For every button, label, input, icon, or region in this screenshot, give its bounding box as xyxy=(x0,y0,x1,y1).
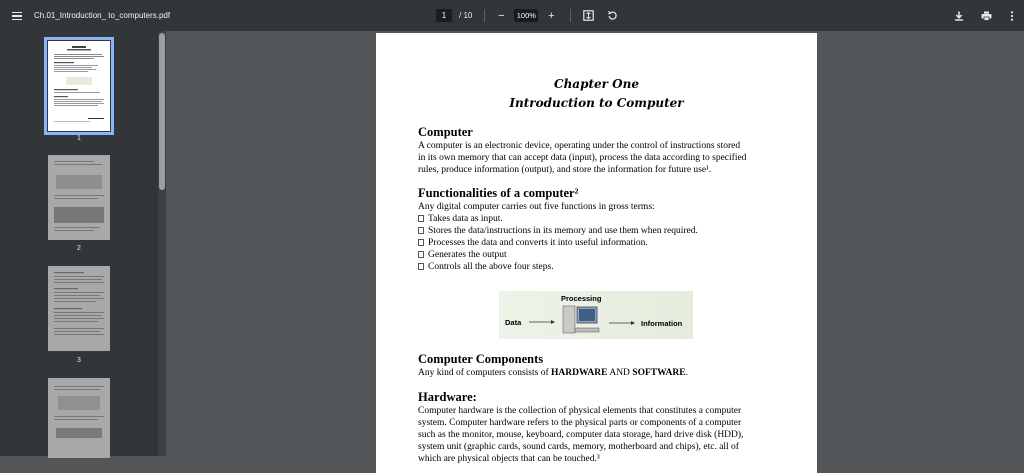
page-number-input[interactable]: 1 xyxy=(436,9,452,22)
text-line: Any digital computer carries out five functions in gross terms: xyxy=(418,202,655,212)
list-item: Takes data as input. xyxy=(418,213,780,225)
checkbox-glyph xyxy=(418,239,424,246)
thumbnail-label: 3 xyxy=(77,357,81,364)
chapter-label: Chapter One xyxy=(554,77,639,91)
text-line: A computer is an electronic device, operating under the control of instructions stored xyxy=(418,141,741,151)
zoom-in-button[interactable]: + xyxy=(548,9,555,22)
paragraph xyxy=(418,405,780,465)
list-item: Stores the data/instructions in its memory and use them when required. xyxy=(418,225,780,237)
text-line: Computer hardware is the collection of physical elements that constitutes a computer xyxy=(418,406,742,416)
section-heading: Hardware: xyxy=(418,390,477,404)
text-line: in its own memory that can accept data (input), process the data according to specified xyxy=(418,153,747,163)
checkbox-glyph xyxy=(418,251,424,258)
text-line: system. Computer hardware refers to the physical parts or components of a computer xyxy=(418,418,742,428)
text-run: AND xyxy=(607,368,633,378)
checkbox-glyph xyxy=(418,227,424,234)
hamburger-icon xyxy=(12,12,22,20)
section-heading: Functionalities of a computer² xyxy=(418,186,579,200)
text-run: Any kind of computers consists of xyxy=(418,368,551,378)
bullet-list xyxy=(418,201,780,273)
thumbnail-preview xyxy=(48,155,110,240)
zoom-out-button[interactable]: − xyxy=(498,9,505,22)
diagram-label-data: Data xyxy=(505,318,522,327)
diagram-label-information: Information xyxy=(641,319,683,328)
page-thumbnail-1[interactable] xyxy=(48,41,110,131)
more-vertical-icon xyxy=(1010,11,1014,21)
toolbar-divider xyxy=(570,9,571,22)
rotate-icon xyxy=(607,10,618,21)
print-button[interactable] xyxy=(978,8,994,24)
section-heading: Computer xyxy=(418,125,473,139)
section-heading: Computer Components xyxy=(418,352,544,366)
document-viewer[interactable] xyxy=(166,31,1024,464)
page-controls xyxy=(436,0,620,31)
text-line: such as the monitor, mouse, keyboard, computer data storage, hard drive disk (HDD), xyxy=(418,430,744,440)
page-thumbnail-2[interactable] xyxy=(48,155,110,240)
text-line: which are physical objects that can be touched.³ xyxy=(418,454,600,464)
download-button[interactable] xyxy=(951,8,967,24)
checkbox-glyph xyxy=(418,263,424,270)
text-line: rules, produce information (output), and store the information for future use¹. xyxy=(418,165,712,175)
page-total: / 10 xyxy=(459,11,473,20)
list-item: Processes the data and converts it into useful information. xyxy=(418,237,780,249)
thumbnail-label: 2 xyxy=(77,245,81,252)
text-line: system unit (graphic cards, sound cards, memory, motherboard and chips), etc. all of xyxy=(418,442,739,452)
chapter-title: Introduction to Computer xyxy=(509,96,684,110)
download-icon xyxy=(954,11,964,21)
text-run-bold: HARDWARE xyxy=(551,368,608,378)
more-options-button[interactable] xyxy=(1004,8,1020,24)
rotate-button[interactable] xyxy=(604,8,620,24)
computer-icon xyxy=(499,291,693,339)
page-thumbnail-4[interactable] xyxy=(48,378,110,458)
thumbnail-preview xyxy=(48,266,110,351)
pdf-toolbar xyxy=(0,0,1024,31)
thumbnail-preview xyxy=(48,41,110,131)
paragraph xyxy=(418,140,780,176)
pdf-page xyxy=(376,33,817,473)
scrollbar-thumb[interactable] xyxy=(159,33,165,190)
thumbnail-preview xyxy=(48,378,110,458)
diagram-label-processing: Processing xyxy=(561,294,602,303)
sidebar-scrollbar[interactable] xyxy=(158,31,166,456)
text-run-bold: SOFTWARE xyxy=(632,368,686,378)
menu-button[interactable] xyxy=(0,0,34,31)
fit-page-icon xyxy=(583,10,594,21)
file-title: Ch.01_Introduction_ to_computers.pdf xyxy=(34,11,171,20)
page-thumbnail-3[interactable] xyxy=(48,266,110,351)
list-item: Generates the output xyxy=(418,249,780,261)
fit-page-button[interactable] xyxy=(580,8,596,24)
text-run: . xyxy=(685,368,688,378)
thumbnail-sidebar xyxy=(0,31,158,456)
print-icon xyxy=(981,11,992,21)
paragraph xyxy=(418,367,780,379)
list-item: Controls all the above four steps. xyxy=(418,261,780,273)
zoom-input[interactable]: 100% xyxy=(514,9,538,22)
processing-diagram xyxy=(499,291,693,339)
checkbox-glyph xyxy=(418,215,424,222)
thumbnail-label: 1 xyxy=(77,135,81,142)
toolbar-divider xyxy=(484,9,485,22)
